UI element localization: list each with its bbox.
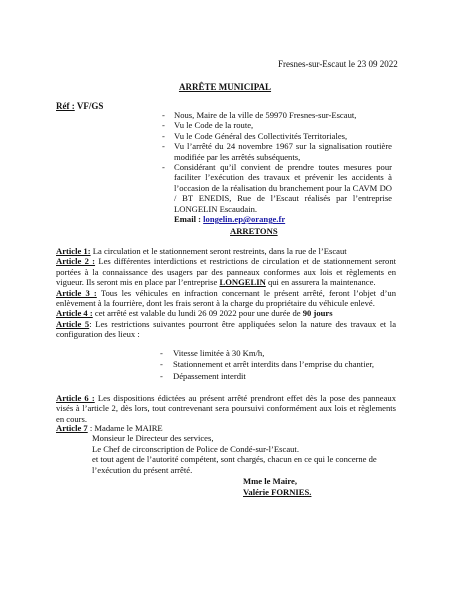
preamble-item-text: Vu le Code de la route, [174,120,254,131]
preamble-list [162,110,392,224]
dash-bullet: - [162,120,165,131]
preamble-item-text: Considérant qu’il convient de prendre toutes mesures pour faciliter l’exécution des travaux et prévenir les accidents à l’occasion de la réalisation du branchement pour la CAVM DO / BT ENEDIS, Rue de l’Escaut réalisés par l’entreprise LONGELIN Escaudain. [174,162,392,214]
article-label: Article 2 : [56,256,96,267]
article-label: Article 7 [56,423,88,433]
article-label: Article 5 [56,318,90,329]
article-text-end: qui en assurera la maintenance. [265,277,376,288]
email-line [162,214,392,224]
dash-bullet: - [160,348,163,358]
document-title: ARRÊTE MUNICIPAL [178,82,272,92]
dash-bullet: - [162,130,165,141]
recipient-line: et tout agent de l’autorité compétent, sont chargés, chacun en ce qui le concerne de l’exécution du présent arrêté. [92,454,377,475]
article-5 [56,319,396,340]
article-1 [56,246,396,256]
preamble-item-text: Vu l’arrêté du 24 novembre 1967 sur la signalisation routière modifiée par les arrêtés subséquents, [174,141,392,162]
recipient-line: Le Chef de circonscription de Police de Condé-sur-l’Escaut. [92,443,299,454]
recipient-line: Monsieur le Directeur des services, [92,433,214,444]
article-label: Article 4 : [56,308,93,319]
article-text: Les différentes interdictions et restrictions de circulation et de stationnement seront portées à la connaissance des usagers par des panneaux conformes aux lois et règlements en vigueur. Ils seront mis en place par l’entreprise [56,256,397,288]
article-label: Article 6 : [56,393,95,403]
document-date: Fresnes-sur-Escaut le 23 09 2022 [278,59,398,69]
article-3 [56,288,396,309]
restriction-item [160,359,390,369]
email-label: Email : [174,214,201,225]
article-4 [56,308,396,318]
preamble-item [162,141,392,162]
article-text: Tous les véhicules en infraction concernant le présent arrêté, feront l’objet d’un enlèvement à la fourrière, dont les frais seront à la charge du propriétaire du véhicule enlevé. [56,287,396,309]
signature-block [243,476,311,497]
article-text: Les dispositions édictées au présent arrêté prendront effet dès la pose des panneaux visés à l’article 2, dès lors, tout contrevenant sera poursuivi conformément aux lois et règlements en cours. [56,393,396,424]
dash-bullet: - [162,141,165,152]
restriction-text: Stationnement et arrêt interdits dans l’emprise du chantier, [173,359,375,370]
email-link[interactable]: longelin.ep@orange.fr [203,214,286,225]
dash-bullet: - [160,370,163,381]
articles-block [56,246,396,340]
preamble-item [162,131,392,141]
reference-value: VF/GS [76,101,104,111]
restriction-item [160,371,390,381]
preamble-item-text: Vu le Code Général des Collectivités Territoriales, [174,130,348,141]
article-text: : Les restrictions suivantes pourront être appliquées selon la nature des travaux et la configuration des lieux : [56,318,397,340]
preamble-item [162,110,392,120]
article-text: : Madame le MAIRE [87,423,163,433]
signature-name: Valérie FORNIES. [243,486,312,497]
article-label: Article 1: [56,246,91,256]
article-6 [56,393,396,424]
arretons-heading: ARRETONS [230,226,278,236]
article-text: La circulation et le stationnement seront restreints, dans la rue de l’Escaut [90,246,347,256]
preamble-item [162,162,392,214]
restriction-text: Dépassement interdit [173,370,246,381]
duration: 90 jours [302,308,333,319]
preamble-item-text: Nous, Maire de la ville de 59970 Fresnes-sur-Escaut, [174,110,357,120]
company-name: LONGELIN [219,277,266,288]
dash-bullet: - [162,162,165,173]
restriction-text: Vitesse limitée à 30 Km/h, [173,348,265,358]
dash-bullet: - [162,110,165,120]
dash-bullet: - [160,359,163,370]
preamble-item [162,120,392,130]
article-7 [56,423,396,475]
signature-title: Mme le Maire, [243,476,298,486]
article-2 [56,256,396,287]
article-label: Article 3 : [56,287,97,298]
restrictions-list [160,348,390,382]
reference [56,101,103,111]
reference-label: Réf : [56,101,75,111]
article-text: cet arrêté est valable du lundi 26 09 2022 pour une durée de [92,308,303,319]
article-7-first-line [56,423,396,433]
restriction-item [160,348,390,358]
